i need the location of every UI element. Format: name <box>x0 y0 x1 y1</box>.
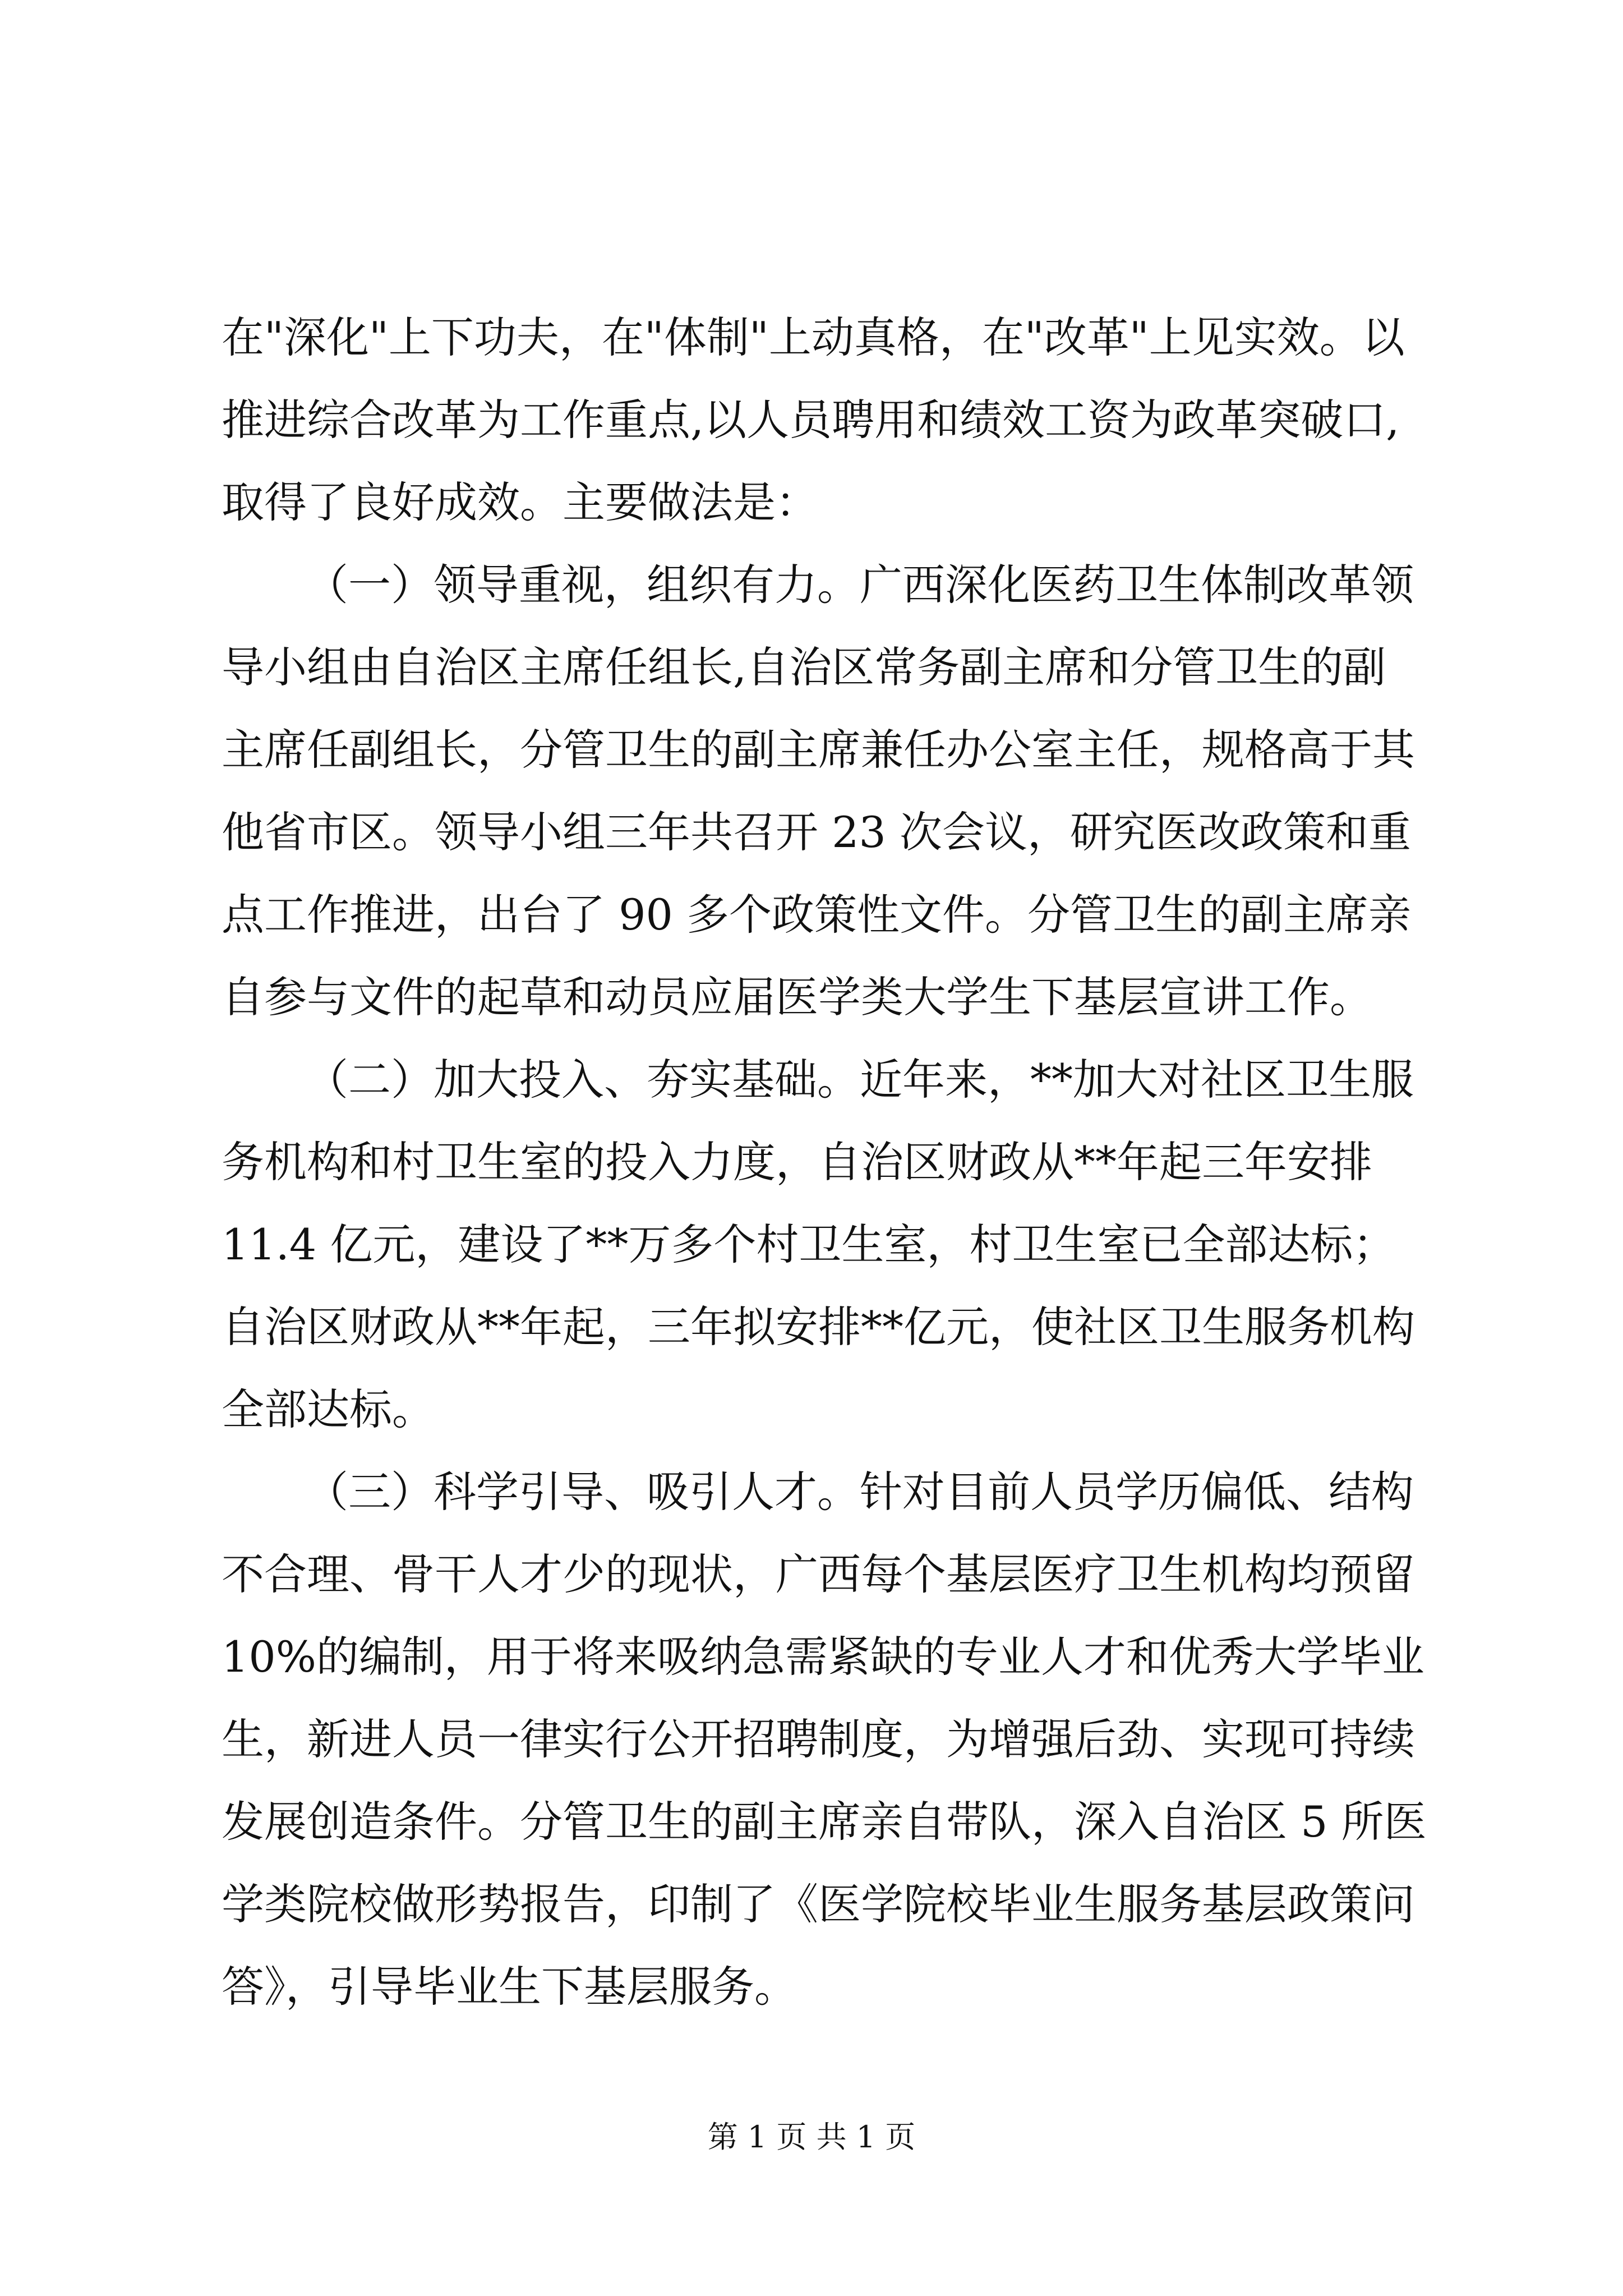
text-line: 自治区财政从**年起，三年拟安排**亿元，使社区卫生服务机构 <box>222 1302 1415 1352</box>
page-footer: 第 1 页 共 1 页 <box>707 2119 916 2155</box>
text-line: 生，新进人员一律实行公开招聘制度，为增强后劲、实现可持续 <box>222 1714 1415 1764</box>
paragraph-first-line: （二）加大投入、夯实基础。近年来，**加大对社区卫生服 <box>306 1055 1414 1105</box>
text-line: 推进综合改革为工作重点,以人员聘用和绩效工资为政革突破口, <box>222 395 1400 445</box>
text-line: 点工作推进，出台了 90 多个政策性文件。分管卫生的副主席亲 <box>222 890 1412 940</box>
text-line: 取得了良好成效。主要做法是： <box>222 477 818 527</box>
text-line: 导小组由自治区主席任组长,自治区常务副主席和分管卫生的副 <box>222 642 1386 692</box>
text-line: 全部达标。 <box>222 1384 435 1434</box>
text-line: 发展创造条件。分管卫生的副主席亲自带队，深入自治区 5 所医 <box>222 1797 1427 1847</box>
text-line: 答》，引导毕业生下基层服务。 <box>222 1962 797 2012</box>
text-line: 10%的编制，用于将来吸纳急需紧缺的专业人才和优秀大学毕业 <box>222 1632 1424 1682</box>
text-line: 不合理、骨干人才少的现状，广西每个基层医疗卫生机构均预留 <box>222 1549 1415 1599</box>
text-line: 务机构和村卫生室的投入力度，自治区财政从**年起三年安排 <box>222 1137 1372 1187</box>
paragraph-first-line: （三）科学引导、吸引人才。针对目前人员学历偏低、结构 <box>306 1467 1414 1517</box>
text-line: 主席任副组长，分管卫生的副主席兼任办公室主任，规格高于其 <box>222 725 1415 775</box>
text-line: 在"深化"上下功夫，在"体制"上动真格，在"改革"上见实效。以 <box>222 312 1405 362</box>
text-line: 他省市区。领导小组三年共召开 23 次会议，研究医改政策和重 <box>222 807 1412 857</box>
document-body <box>222 296 1433 2028</box>
paragraph-first-line: （一）领导重视，组织有力。广西深化医药卫生体制改革领 <box>306 560 1414 610</box>
text-line: 11.4 亿元，建设了**万多个村卫生室，村卫生室已全部达标； <box>222 1220 1396 1269</box>
text-line: 学类院校做形势报告，印制了《医学院校毕业生服务基层政策问 <box>222 1879 1415 1929</box>
text-line: 自参与文件的起草和动员应届医学类大学生下基层宣讲工作。 <box>222 972 1372 1022</box>
